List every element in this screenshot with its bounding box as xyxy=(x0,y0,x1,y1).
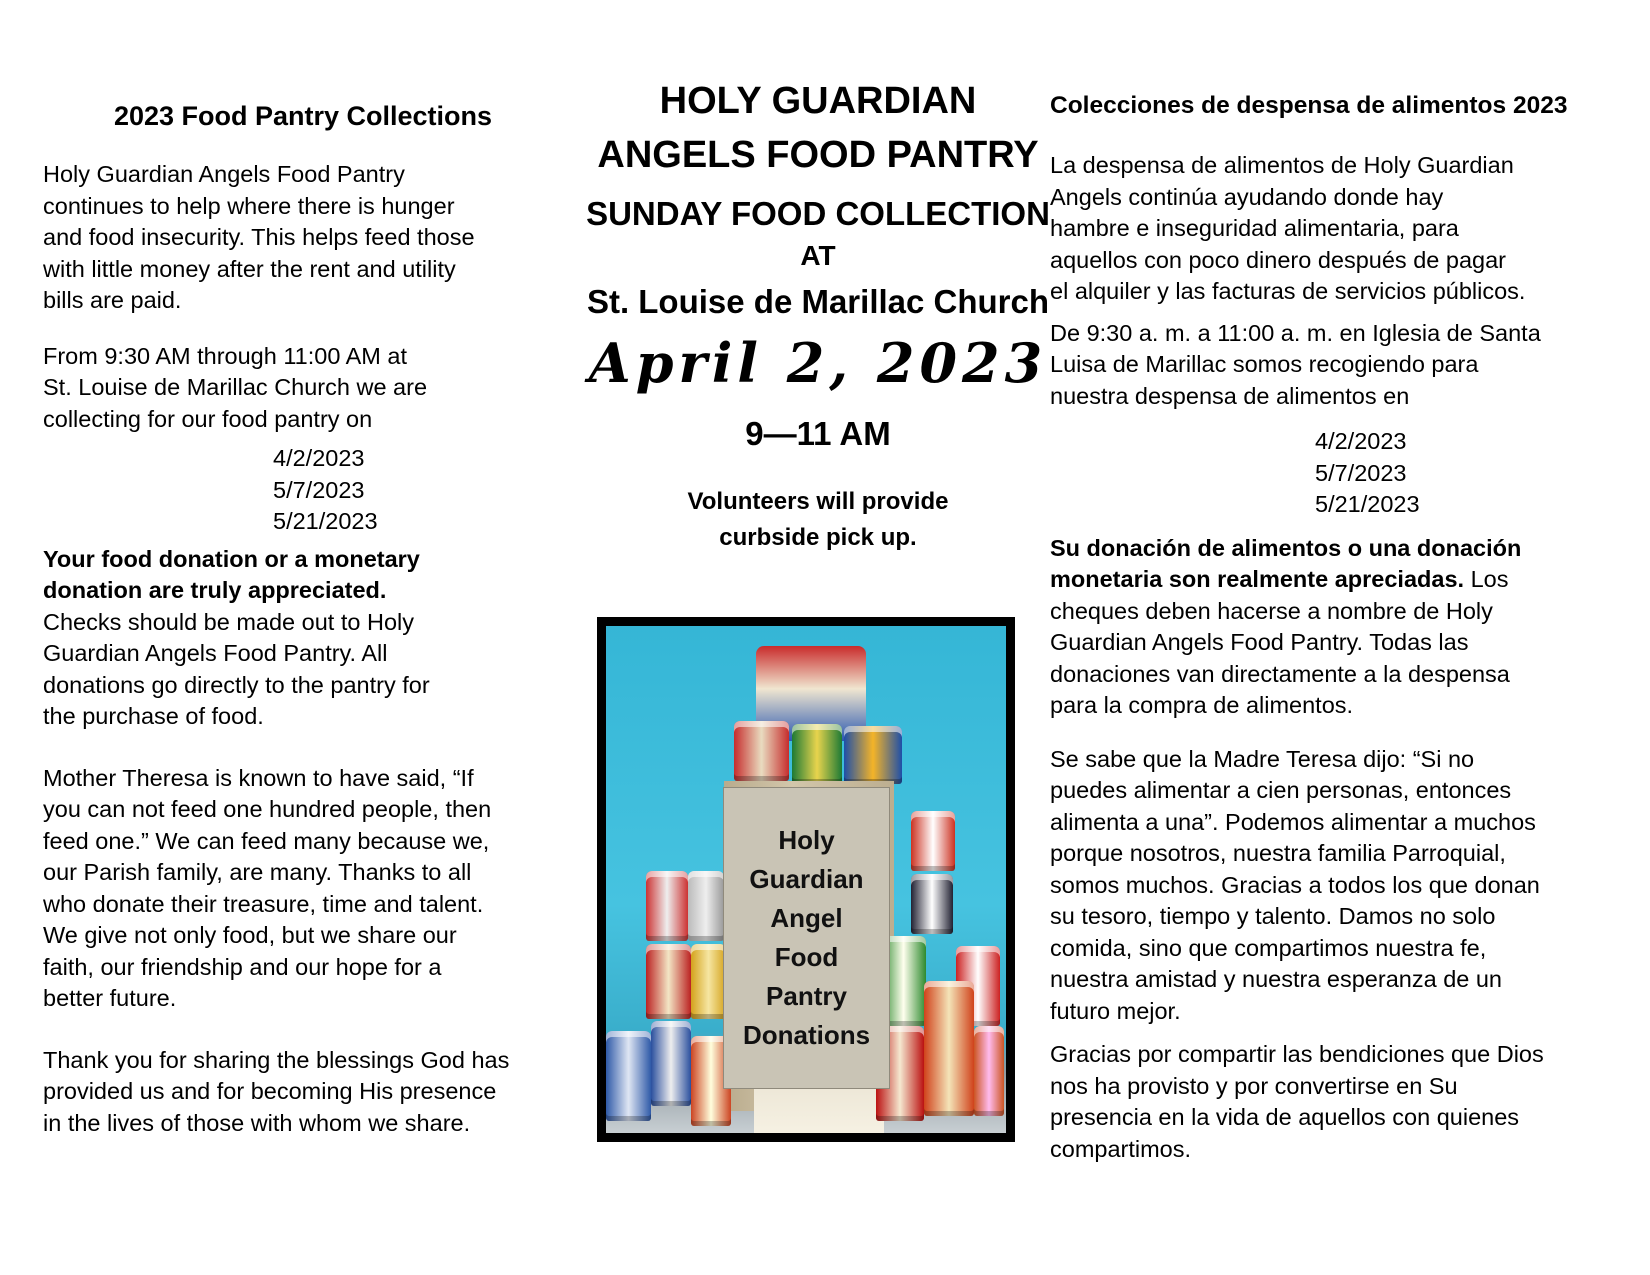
english-thanks: Thank you for sharing the blessings God has provided us and for becoming His presence in the lives of those with whom we share. xyxy=(43,1046,510,1136)
can-shape xyxy=(792,724,842,784)
date-item: 5/21/2023 xyxy=(1315,491,1420,517)
spanish-donation-checks: Los cheques deben hacerse a nombre de Holy Guardian Angels Food Pantry. Todas las donaciones van directamente a la despensa para la compra de alimentos. xyxy=(1050,566,1510,718)
spanish-donation-note xyxy=(1050,533,1595,722)
pantry-title: HOLY GUARDIAN ANGELS FOOD PANTRY xyxy=(597,80,1039,176)
center-column xyxy=(548,74,1088,556)
can-shape xyxy=(844,726,902,784)
spanish-thanks: Gracias por compartir las bendiciones que Dios nos ha provisto y por convertirse en Su presencia en la vida de aquellos con quienes compartimos. xyxy=(1050,1041,1544,1162)
can-shape xyxy=(911,874,953,934)
bag-label-text: Holy Guardian Angel Food Pantry Donations xyxy=(742,825,871,1050)
english-donation-checks: Checks should be made out to Holy Guardian Angels Food Pantry. All donations go directly to the pantry for the purchase of food. xyxy=(43,608,430,729)
can-shape xyxy=(606,1031,651,1121)
can-shape xyxy=(646,944,691,1019)
spanish-dates xyxy=(1050,426,1595,521)
english-dates xyxy=(43,443,563,538)
collection-subtitle: SUNDAY FOOD COLLECTION xyxy=(586,195,1050,232)
can-shape xyxy=(691,944,726,1019)
bag-label xyxy=(723,787,890,1089)
english-column xyxy=(43,93,563,1139)
spanish-donation-bold: Su donación de alimentos o una donación monetaria son realmente apreciadas. xyxy=(1050,534,1522,592)
english-donation-note xyxy=(43,544,563,733)
canned-goods-illustration xyxy=(606,626,1006,1133)
at-label: AT xyxy=(800,240,836,271)
spanish-intro: La despensa de alimentos de Holy Guardian Angels continúa ayudando donde hay hambre e inseguridad alimentaria, para aquellos con poco dinero después de pagar el alquiler y las facturas de servicios públicos. xyxy=(1050,152,1526,304)
can-shape xyxy=(911,811,955,871)
can-shape xyxy=(734,721,789,781)
spanish-quote-paragraph: Se sabe que la Madre Teresa dijo: “Si no puedes alimentar a cien personas, entonces alimenta a una”. Podemos alimentar a muchos porque nosotros, nuestra familia Parroquial, somos muchos. Gracias a todos los que donan su tesoro, tiempo y talento. Damos no solo comida, sino que compartimos nuestra fe, nuestra amistad y nuestra esperanza de un futuro mejor. xyxy=(1050,745,1540,1024)
church-name: St. Louise de Marillac Church xyxy=(586,283,1050,320)
can-shape xyxy=(688,871,724,941)
english-collection-time: From 9:30 AM through 11:00 AM at St. Louise de Marillac Church we are collecting for our food pantry on xyxy=(43,342,428,432)
date-item: 5/7/2023 xyxy=(1315,459,1407,486)
donations-photo xyxy=(597,617,1015,1142)
spanish-column xyxy=(1050,88,1595,1165)
date-item: 5/21/2023 xyxy=(273,508,378,534)
date-item: 4/2/2023 xyxy=(1315,428,1407,454)
collection-date: April 2, 2023 xyxy=(588,331,1048,395)
can-shape xyxy=(974,1026,1004,1116)
english-donation-bold: Your food donation or a monetary donation are truly appreciated. xyxy=(43,545,420,603)
english-intro: Holy Guardian Angels Food Pantry continues to help where there is hunger and food insecurity. This helps feed those with little money after the rent and utility bills are paid. xyxy=(43,161,475,313)
date-item: 5/7/2023 xyxy=(273,476,365,503)
english-quote-paragraph: Mother Theresa is known to have said, “If you can not feed one hundred people, then feed one.” We can feed many because we, our Parish family, are many. Thanks to all who donate their treasure, time and talent. We give not only food, but we share our faith, our friendship and our hope for a better future. xyxy=(43,764,492,1011)
spanish-collection-time: De 9:30 a. m. a 11:00 a. m. en Iglesia de Santa Luisa de Marillac somos recogiendo para nuestra despensa de alimentos en xyxy=(1050,319,1541,409)
collection-time: 9—11 AM xyxy=(745,415,891,452)
can-shape xyxy=(646,871,688,941)
date-item: 4/2/2023 xyxy=(273,445,365,471)
peanut-butter-jar-shape xyxy=(924,981,974,1116)
english-heading: 2023 Food Pantry Collections xyxy=(113,101,493,131)
can-shape xyxy=(651,1021,691,1106)
volunteers-note: Volunteers will provide curbside pick up. xyxy=(687,488,949,551)
spanish-heading: Colecciones de despensa de alimentos 2023 xyxy=(1050,92,1568,119)
